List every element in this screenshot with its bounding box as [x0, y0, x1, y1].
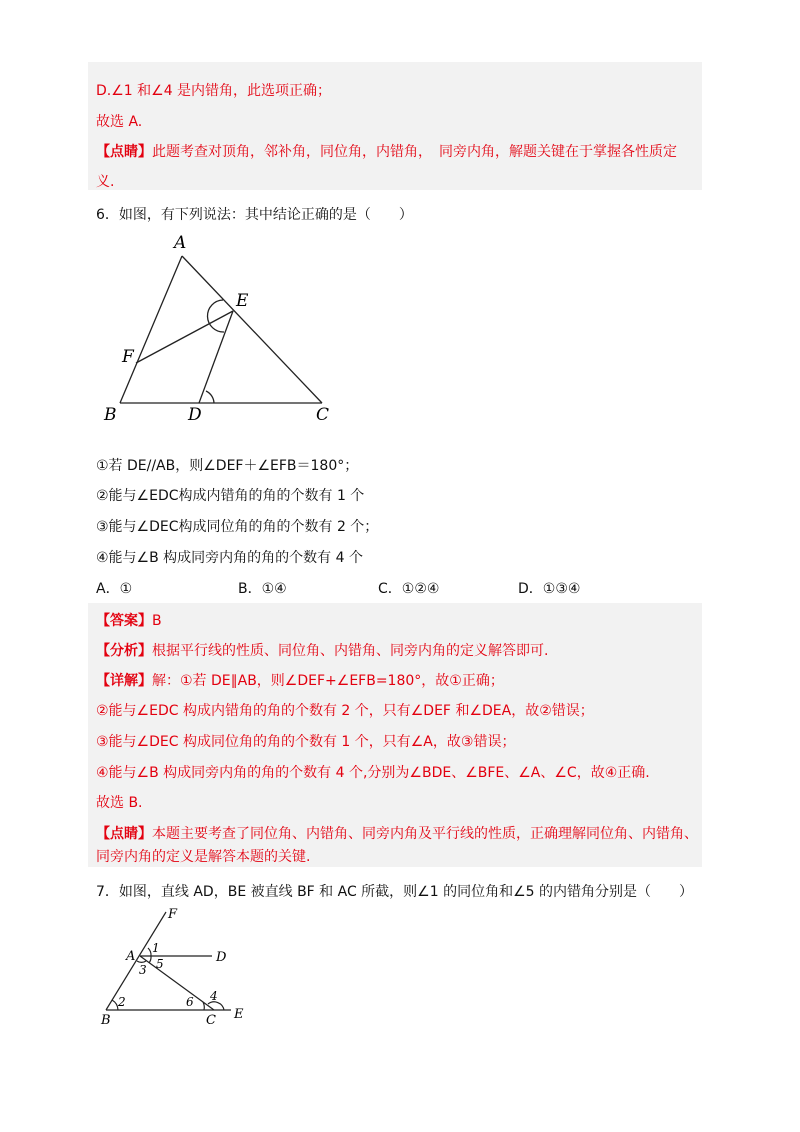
detail-line-2: ②能与∠EDC 构成内错角的角的个数有 2 个，只有∠DEF 和∠DEA，故②错误； [96, 703, 594, 719]
angle-num-1: 1 [152, 941, 160, 955]
comment-tail: 义. [96, 174, 115, 190]
solution-line-d: D.∠1 和∠4 是内错角，此选项正确； [96, 83, 332, 99]
q6-option-b[interactable]: B．①④ [238, 581, 287, 597]
q6-statement-1: ①若 DE//AB，则∠DEF＋∠EFB＝180°； [96, 458, 359, 474]
detail-tag: 【详解】 [96, 673, 152, 689]
q6-option-d[interactable]: D．①③④ [518, 581, 581, 597]
solution-choose: 故选 A. [96, 114, 143, 130]
q7-figure [96, 906, 256, 1031]
angle-arc-d [206, 391, 214, 403]
answer-tag: 【答案】 [96, 613, 152, 629]
label-e: E [236, 291, 249, 311]
angle-num-4: 4 [210, 989, 218, 1003]
comment-text-6: 本题主要考查了同位角、内错角、同旁内角及平行线的性质，正确理解同位角、内错角、 [152, 826, 698, 842]
comment-text: 此题考查对顶角，邻补角，同位角，内错角， 同旁内角，解题关键在于掌握各性质定 [152, 144, 677, 160]
q7-label-c: C [206, 1013, 216, 1028]
detail-line-4: ④能与∠B 构成同旁内角的角的个数有 4 个,分别为∠BDE、∠BFE、∠A、∠C，故④正确. [96, 765, 650, 781]
angle-num-6: 6 [186, 995, 194, 1009]
analysis-line [96, 640, 548, 660]
q7-label-f: F [168, 907, 178, 922]
angle-arc-e [207, 300, 224, 332]
q6-figure [100, 228, 350, 428]
segment-fe [136, 311, 233, 363]
label-c: C [316, 405, 330, 425]
angle-num-3: 3 [139, 963, 147, 977]
line-ac [140, 956, 214, 1010]
angle-num-5: 5 [156, 957, 164, 971]
answer-value: B [152, 613, 162, 629]
arc-5 [149, 956, 151, 963]
analysis-tag: 【分析】 [96, 643, 152, 659]
analysis-text: 根据平行线的性质、同位角、内错角、同旁内角的定义解答即可. [152, 643, 549, 659]
answer-choose: 故选 B. [96, 795, 143, 811]
detail-line-1 [96, 670, 504, 690]
detail-text-1: 解：①若 DE∥AB，则∠DEF+∠EFB=180°，故①正确； [152, 673, 504, 689]
arc-1 [148, 948, 151, 956]
arc-4 [208, 1002, 224, 1010]
q6-option-c[interactable]: C．①②④ [378, 581, 440, 597]
label-b: B [104, 405, 117, 425]
q6-statement-3: ③能与∠DEC构成同位角的角的个数有 2 个； [96, 519, 379, 535]
q6-option-a[interactable]: A．① [96, 581, 133, 597]
segment-ac [182, 256, 322, 403]
q6-stem: 6．如图，有下列说法：其中结论正确的是（ ） [96, 207, 413, 223]
segment-ab [120, 256, 182, 403]
q7-label-a: A [126, 949, 136, 964]
answer-line [96, 610, 162, 630]
q7-stem: 7．如图，直线 AD，BE 被直线 BF 和 AC 所截，则∠1 的同位角和∠5 的内错角分别是（ ） [96, 884, 693, 900]
detail-line-3: ③能与∠DEC 构成同位角的角的个数有 1 个，只有∠A，故③错误； [96, 734, 516, 750]
comment-line [96, 141, 677, 161]
q7-label-b: B [101, 1013, 111, 1028]
q6-statement-4: ④能与∠B 构成同旁内角的角的个数有 4 个 [96, 550, 363, 566]
comment-tag: 【点睛】 [96, 144, 152, 160]
label-a: A [174, 233, 187, 253]
arc-6 [203, 1002, 204, 1010]
comment-tag-6: 【点睛】 [96, 826, 152, 842]
q7-label-d: D [216, 950, 227, 965]
comment-line-6b: 同旁内角的定义是解答本题的关键. [96, 849, 311, 865]
label-f: F [122, 347, 134, 367]
label-d: D [188, 405, 202, 425]
comment-line-6 [96, 823, 698, 843]
q7-label-e: E [234, 1007, 244, 1022]
segment-de [199, 311, 233, 403]
q6-statement-2: ②能与∠EDC构成内错角的角的个数有 1 个 [96, 488, 365, 504]
angle-num-2: 2 [118, 995, 126, 1009]
